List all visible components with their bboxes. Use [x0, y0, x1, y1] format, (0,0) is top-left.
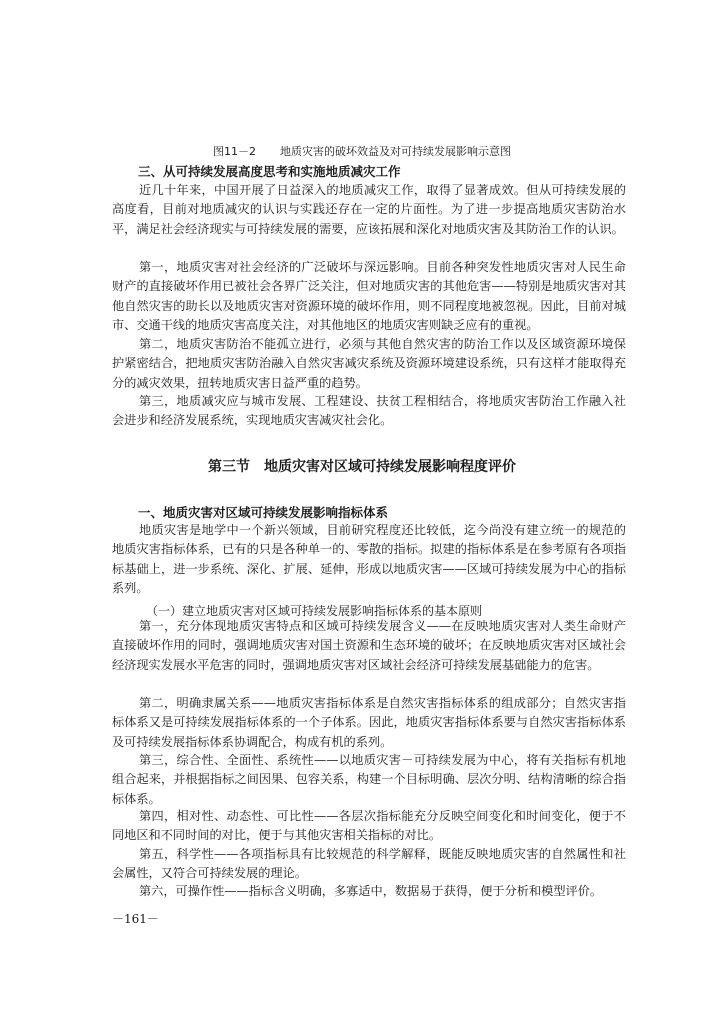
- section3-paragraph-1: 近几十年来，中国开展了日益深入的地质减灾工作，取得了显著成效。但从可持续发展的高度看，目前对地质减灾的认识与实践还存在一定的片面性。为了进一步提高地质灾害防治水平，满足社会经济现实与可持续发展的需要，应该拓展和深化对地质灾害及其防治工作的认识。: [112, 183, 626, 236]
- section3-paragraph-4: 第三，地质减灾应与城市发展、工程建设、扶贫工程相结合，将地质灾害防治工作融入社会进步和经济发展系统，实现地质灾害减灾社会化。: [112, 394, 626, 428]
- section3-paragraph-2: 第一，地质灾害对社会经济的广泛破坏与深远影响。目前各种突发性地质灾害对人民生命财产的直接破坏作用已被社会各界广泛关注，但对地质灾害的其他危害——特别是地质灾害对其他自然灾害的助长以及地质灾害对资源环境的破坏作用，则不同程度地被忽视。因此，目前对城市、交通干线的地质灾害高度关注，对其他地区的地质灾害则缺乏应有的重视。: [112, 260, 626, 332]
- principles-subheading: （一）建立地质灾害对区域可持续发展影响指标体系的基本原则: [146, 604, 483, 618]
- section3-heading: 三、从可持续发展高度思考和实施地质减灾工作: [138, 164, 401, 179]
- principle-paragraph-2: 第二，明确隶属关系——地质灾害指标体系是自然灾害指标体系的组成部分；自然灾害指标体系又是可持续发展指标体系的一个子体系。因此，地质灾害指标体系要与自然灾害指标体系及可持续发展指标体系协调配合，构成有机的系列。: [112, 696, 626, 749]
- part1-heading: 一、地质灾害对区域可持续发展影响指标体系: [138, 505, 389, 520]
- principle-paragraph-4: 第四，相对性、动态性、可比性——各层次指标能充分反映空间变化和时间变化，便于不同地区和不同时间的对比，便于与其他灾害相关指标的对比。: [112, 809, 626, 843]
- figure-caption: [0, 143, 724, 159]
- part1-intro-paragraph: 地质灾害是地学中一个新兴领域，目前研究程度还比较低，迄今尚没有建立统一的规范的地质灾害指标体系，已有的只是各种单一的、零散的指标。拟建的指标体系是在参考原有各项指标基础上，进一步系统、深化、扩展、延伸，形成以地质灾害——区域可持续发展为中心的指标系列。: [112, 523, 626, 595]
- section3-paragraph-3: 第二，地质灾害防治不能孤立进行，必须与其他自然灾害的防治工作以及区域资源环境保护紧密结合，把地质灾害防治融入自然灾害减灾系统及资源环境建设系统，只有这样才能取得充分的减灾效果，扭转地质灾害日益严重的趋势。: [112, 337, 626, 390]
- figure-caption-text: 地质灾害的破坏效益及对可持续发展影响示意图: [280, 145, 511, 158]
- principle-paragraph-5: 第五，科学性——各项指标具有比较规范的科学解释，既能反映地质灾害的自然属性和社会属性，又符合可持续发展的理论。: [112, 847, 626, 881]
- section-title: 第三节 地质灾害对区域可持续发展影响程度评价: [208, 459, 516, 475]
- principle-paragraph-3: 第三，综合性、全面性、系统性——以地质灾害－可持续发展为中心，将有关指标有机地组合起来，并根据指标之间因果、包容关系，构建一个目标明确、层次分明、结构清晰的综合指标体系。: [112, 753, 626, 806]
- principle-paragraph-6: 第六，可操作性——指标含义明确，多寡适中，数据易于获得，便于分析和模型评价。: [139, 884, 603, 898]
- figure-number: 图11－2: [213, 145, 256, 158]
- page-number: －161－: [112, 912, 159, 926]
- principle-paragraph-1: 第一，充分体现地质灾害特点和区域可持续发展含义——在反映地质灾害对人类生命财产直接破坏作用的同时，强调地质灾害对国土资源和生态环境的破坏；在反映地质灾害对区域社会经济现实发展水平危害的同时，强调地质灾害对区域社会经济可持续发展基础能力的危害。: [112, 619, 626, 672]
